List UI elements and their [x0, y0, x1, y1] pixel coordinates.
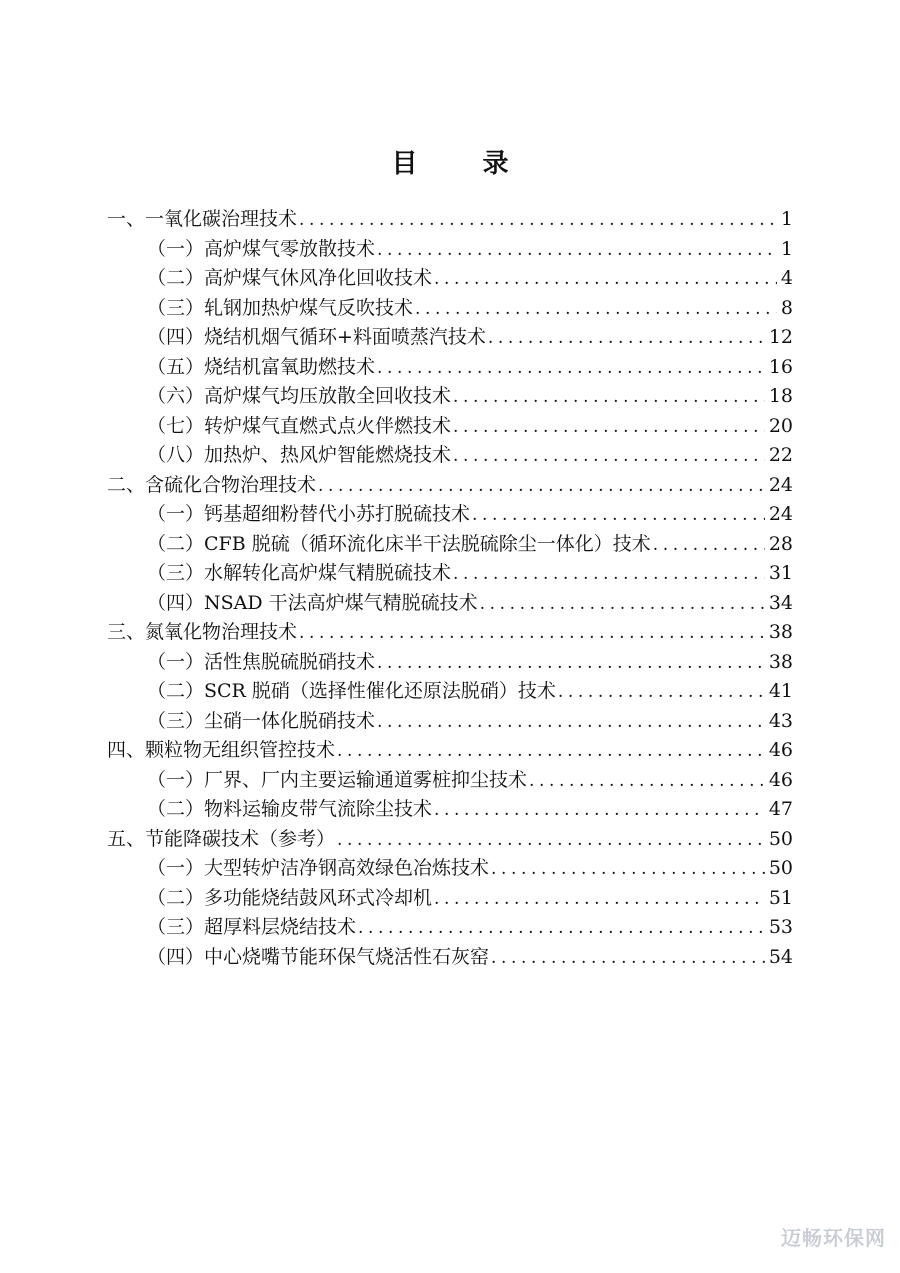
toc-subsection-entry[interactable]: [107, 412, 793, 442]
toc-leader-dots: [415, 295, 777, 325]
toc-leader-dots: [480, 590, 765, 620]
toc-subsection-entry[interactable]: [107, 353, 793, 383]
toc-subsection-entry[interactable]: [107, 323, 793, 353]
toc-page-number: 1: [780, 208, 793, 230]
toc-subsection-entry[interactable]: [107, 500, 793, 530]
toc-leader-dots: [299, 206, 777, 236]
toc-page-number: 38: [768, 650, 793, 673]
toc-section-entry[interactable]: [107, 471, 793, 501]
toc-leader-dots: [653, 531, 765, 561]
toc-entry-title: （二）多功能烧结鼓风环式冷却机: [147, 886, 433, 909]
toc-page-number: 50: [768, 857, 793, 879]
toc-subsection-entry[interactable]: [107, 766, 793, 796]
toc-subsection-entry[interactable]: [107, 382, 793, 412]
toc-page-number: 24: [768, 503, 793, 525]
toc-page-number: 51: [768, 886, 793, 909]
toc-subsection-entry[interactable]: [107, 795, 793, 825]
toc-subsection-entry[interactable]: [107, 648, 793, 678]
toc-leader-dots: [337, 826, 765, 856]
toc-page-number: 18: [768, 385, 793, 407]
toc-entry-title: （一）高炉煤气零放散技术: [147, 237, 376, 260]
toc-entry-title: （三）超厚料层烧结技术: [147, 916, 357, 938]
toc-leader-dots: [299, 619, 765, 649]
toc-entry-title: （四）NSAD 干法高炉煤气精脱硫技术: [147, 591, 478, 614]
toc-subsection-entry[interactable]: [107, 294, 793, 324]
toc-entry-title: （五）烧结机富氧助燃技术: [147, 355, 376, 378]
toc-subsection-entry[interactable]: [107, 589, 793, 619]
toc-subsection-entry[interactable]: [107, 913, 793, 943]
toc-entry-title: （八）加热炉、热风炉智能燃烧技术: [147, 444, 452, 466]
toc-leader-dots: [377, 708, 765, 738]
toc-leader-dots: [491, 944, 765, 974]
toc-page-number: 20: [768, 414, 793, 437]
toc-entry-title: （一）厂界、厂内主要运输通道雾桩抑尘技术: [147, 768, 528, 791]
toc-entry-title: （四）烧结机烟气循环+料面喷蒸汽技术: [147, 326, 486, 348]
toc-section-entry[interactable]: [107, 205, 793, 235]
toc-subsection-entry[interactable]: [107, 235, 793, 265]
toc-page-number: 41: [768, 680, 793, 702]
toc-section-entry[interactable]: [107, 736, 793, 766]
toc-entry-title: 四、颗粒物无组织管控技术: [107, 739, 336, 761]
toc-entry-title: （二）SCR 脱硝（选择性催化还原法脱硝）技术: [147, 680, 556, 702]
toc-page-number: 22: [768, 444, 793, 466]
toc-page-number: 4: [780, 267, 793, 289]
toc-page-number: 38: [768, 621, 793, 643]
toc-page-number: 16: [768, 355, 793, 378]
toc-leader-dots: [434, 796, 765, 826]
toc-page-number: 34: [768, 591, 793, 614]
toc-leader-dots: [529, 767, 765, 797]
toc-page-number: 46: [768, 768, 793, 791]
toc-leader-dots: [488, 324, 765, 354]
toc-subsection-entry[interactable]: [107, 530, 793, 560]
toc-leader-dots: [453, 413, 765, 443]
toc-page-number: 54: [768, 945, 793, 968]
table-of-contents: [107, 205, 793, 972]
toc-leader-dots: [453, 560, 765, 590]
toc-page-number: 31: [768, 562, 793, 584]
toc-entry-title: （七）转炉煤气直燃式点火伴燃技术: [147, 414, 452, 437]
toc-entry-title: （三）尘硝一体化脱硝技术: [147, 709, 376, 732]
toc-entry-title: （六）高炉煤气均压放散全回收技术: [147, 385, 452, 407]
toc-page-number: 46: [768, 739, 793, 761]
toc-entry-title: 五、节能降碳技术（参考）: [107, 827, 336, 850]
toc-leader-dots: [377, 354, 765, 384]
toc-page-number: 47: [768, 798, 793, 820]
toc-leader-dots: [558, 678, 765, 708]
toc-page-number: 50: [768, 827, 793, 850]
toc-page-number: 8: [780, 296, 793, 319]
toc-entry-title: （一）大型转炉洁净钢高效绿色冶炼技术: [147, 857, 490, 879]
toc-page-number: 43: [768, 709, 793, 732]
toc-entry-title: （四）中心烧嘴节能环保气烧活性石灰窑: [147, 945, 490, 968]
toc-leader-dots: [434, 885, 765, 915]
toc-leader-dots: [491, 855, 765, 885]
toc-leader-dots: [472, 501, 765, 531]
toc-entry-title: （二）CFB 脱硫（循环流化床半干法脱硫除尘一体化）技术: [147, 532, 651, 555]
toc-subsection-entry[interactable]: [107, 943, 793, 973]
toc-subsection-entry[interactable]: [107, 677, 793, 707]
toc-page-number: 12: [768, 326, 793, 348]
toc-subsection-entry[interactable]: [107, 441, 793, 471]
toc-entry-title: 三、氮氧化物治理技术: [107, 621, 298, 643]
toc-leader-dots: [358, 914, 765, 944]
toc-entry-title: 二、含硫化合物治理技术: [107, 473, 317, 496]
toc-leader-dots: [377, 236, 777, 266]
toc-entry-title: （二）物料运输皮带气流除尘技术: [147, 798, 433, 820]
toc-subsection-entry[interactable]: [107, 884, 793, 914]
toc-subsection-entry[interactable]: [107, 854, 793, 884]
toc-leader-dots: [453, 383, 765, 413]
toc-entry-title: （二）高炉煤气休风净化回收技术: [147, 267, 433, 289]
toc-subsection-entry[interactable]: [107, 264, 793, 294]
toc-entry-title: （一）钙基超细粉替代小苏打脱硫技术: [147, 503, 471, 525]
toc-leader-dots: [337, 737, 765, 767]
toc-page-number: 28: [768, 532, 793, 555]
toc-leader-dots: [377, 649, 765, 679]
watermark: 迈畅环保网: [781, 1226, 886, 1250]
toc-section-entry[interactable]: [107, 618, 793, 648]
toc-leader-dots: [453, 442, 765, 472]
page-title: 目 录: [391, 149, 537, 179]
toc-entry-title: （三）水解转化高炉煤气精脱硫技术: [147, 562, 452, 584]
toc-section-entry[interactable]: [107, 825, 793, 855]
toc-entry-title: （三）轧钢加热炉煤气反吹技术: [147, 296, 414, 319]
toc-subsection-entry[interactable]: [107, 707, 793, 737]
toc-page-number: 1: [780, 237, 793, 260]
toc-entry-title: （一）活性焦脱硫脱硝技术: [147, 650, 376, 673]
toc-leader-dots: [318, 472, 765, 502]
toc-leader-dots: [434, 265, 777, 295]
toc-page-number: 24: [768, 473, 793, 496]
toc-page-number: 53: [768, 916, 793, 938]
toc-entry-title: 一、一氧化碳治理技术: [107, 208, 298, 230]
toc-subsection-entry[interactable]: [107, 559, 793, 589]
